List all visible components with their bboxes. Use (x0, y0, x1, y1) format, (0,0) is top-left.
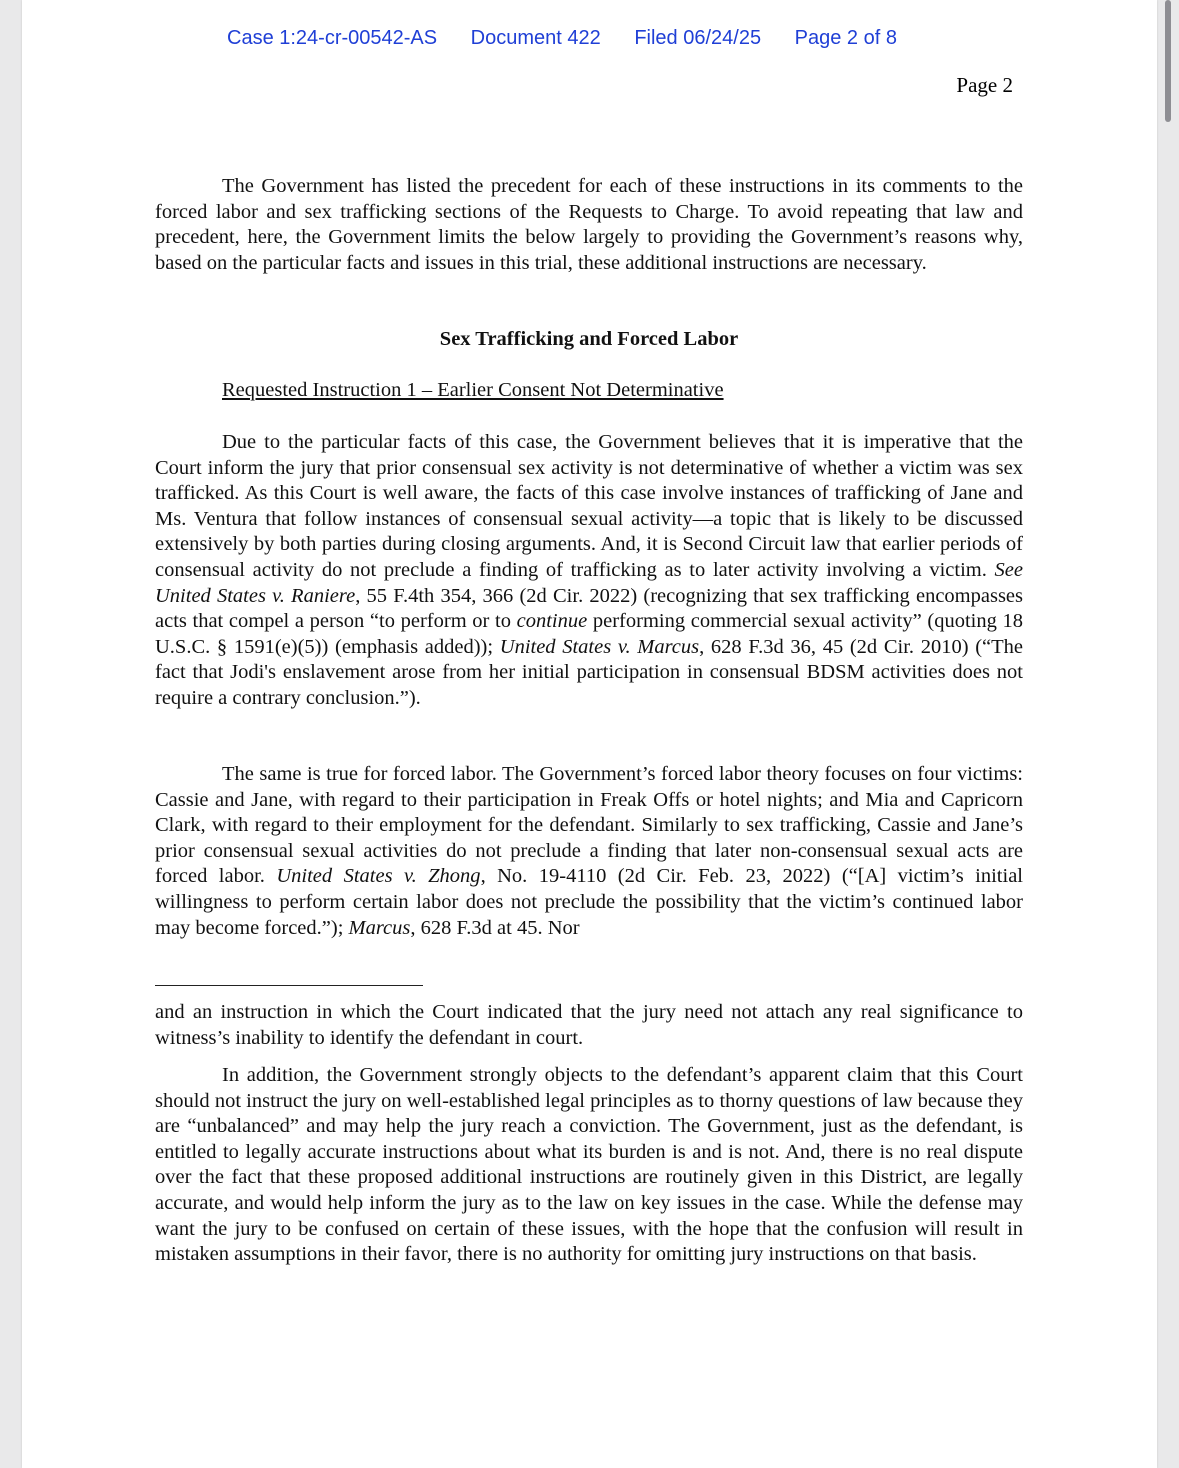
paragraph-forced-labor (155, 762, 1023, 941)
paragraph-continued (155, 1000, 1023, 1051)
text-run: , 628 F.3d 36, 45 (2d Cir. 2010) (“The fact that Jodi's enslavement arose from her initial participation in consensual BDSM activities does not require a contrary conclusion.”). (155, 635, 1024, 709)
text-run: , 55 F.4th 354, 366 (2d Cir. 2022) (recognizing that sex trafficking encompasses acts that compel a person “to perform or to (155, 584, 1023, 633)
page-number: Page 2 (956, 73, 1013, 97)
case-citation: See United States v. Raniere (155, 558, 1023, 607)
case-citation: United States v. Marcus (499, 635, 700, 658)
page-count: Page 2 of 8 (794, 27, 897, 49)
text-run: , 628 F.3d at 45. Nor (410, 916, 580, 939)
paragraph-text: In addition, the Government strongly objects to the defendant’s apparent claim that this Court should not instruct the jury on well-established legal principles as to thorny questions of law because they are “unbalanced” and may help the jury reach a conviction. The Government, just as the defendant, is entitled to legally accurate instructions about what its burden is and is not. And, there is no real dispute over the fact that these proposed additional instructions are routinely given in this District, are legally accurate, and would help inform the jury as to the law on key issues in the case. While the defense may want the jury to be confused on certain of these issues, with the hope that the confusion will result in mistaken assumptions in their favor, there is no authority for omitting jury instructions on that basis. (155, 1064, 1023, 1266)
ecf-header (227, 27, 897, 50)
case-citation: United States v. Zhong (276, 865, 481, 888)
section-heading: Sex Trafficking and Forced Labor (439, 328, 739, 350)
footnote-divider (155, 985, 423, 986)
emphasis: continue (516, 610, 588, 633)
paragraph-text: and an instruction in which the Court indicated that the jury need not attach any real significance to witness’s inability to identify the defendant in court. (155, 1001, 1023, 1049)
filed-date: Filed 06/24/25 (634, 27, 762, 49)
document-number: Document 422 (470, 27, 601, 49)
document-page (22, 0, 1157, 1468)
text-run: performing commercial sexual activity” (quoting 18 U.S.C. § 1591(e)(5)) (emphasis added)); (155, 610, 1023, 658)
case-number: Case 1:24-cr-00542-AS (227, 27, 438, 49)
paragraph-text: The Government has listed the precedent for each of these instructions in its comments to the forced labor and sex trafficking sections of the Requests to Charge. To avoid repeating that law and precedent, here, the Government limits the below largely to providing the Government’s reasons why, based on the particular facts and issues in this trial, these additional instructions are necessary. (155, 175, 1023, 274)
paragraph-consent (155, 430, 1023, 712)
text-run: , No. 19-4110 (2d Cir. Feb. 23, 2022) (“[A] victim’s initial willingness to perform certain labor does not preclude the possibility that the victim’s continued labor may become forced.”); (155, 865, 1023, 939)
text-run: The same is true for forced labor. The Government’s forced labor theory focuses on four victims: Cassie and Jane, with regard to their participation in Freak Offs or hotel nights; and Mia and Capricorn Clark, with regard to their employment for the defendant. Similarly to sex trafficking, Cassie and Jane’s prior consensual sexual activities do not preclude a finding that later non-consensual sexual acts are forced labor. (155, 763, 1023, 888)
scrollbar[interactable] (1165, 0, 1171, 122)
case-citation: Marcus (348, 916, 411, 939)
paragraph-intro (155, 174, 1023, 276)
subheading: Requested Instruction 1 – Earlier Consent Not Determinative (222, 379, 724, 401)
paragraph-objection (155, 1063, 1023, 1268)
text-run: Due to the particular facts of this case, the Government believes that it is imperative that the Court inform the jury that prior consensual sex activity is not determinative of whether a victim was sex trafficked. As this Court is well aware, the facts of this case involve instances of trafficking of Jane and Ms. Ventura that follow instances of consensual sexual activity—a topic that is likely to be discussed extensively by both parties during closing arguments. And, it is Second Circuit law that earlier periods of consensual activity do not preclude a finding of trafficking as to later activity involving a victim. (155, 431, 1023, 581)
